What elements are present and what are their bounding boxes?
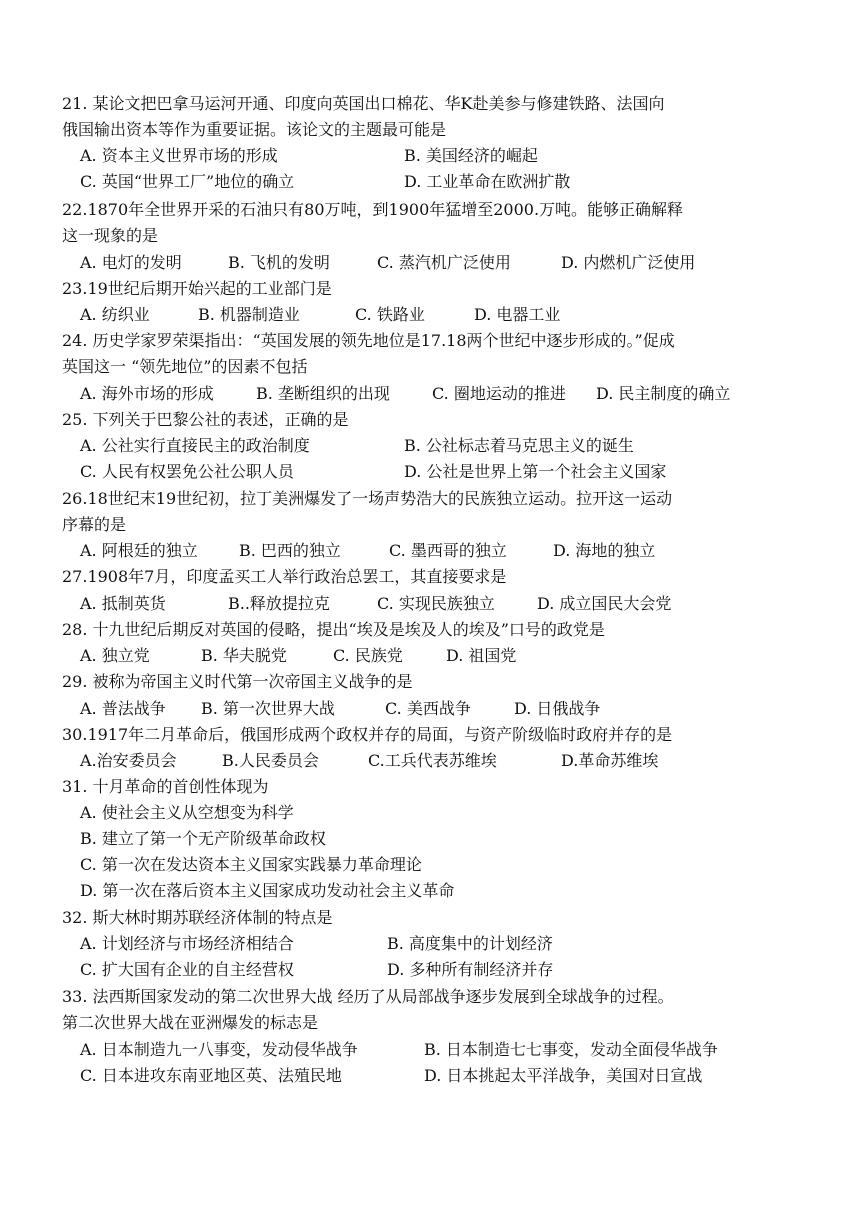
answer-option: B. 日本制造七七事变，发动全面侵华战争 <box>424 1040 718 1059</box>
question-21-stem-line: 俄国输出资本等作为重要证据。该论文的主题最可能是 <box>62 120 447 139</box>
question-31-option-row <box>0 802 860 824</box>
question-24-stem-line: 英国这一 “领先地位”的因素不包括 <box>62 357 308 376</box>
question-31-option-row <box>0 880 860 902</box>
answer-option: B. 飞机的发明 <box>228 253 330 272</box>
answer-option: B..释放提拉克 <box>228 594 330 613</box>
question-31-option-row <box>0 828 860 850</box>
answer-option: D. 工业革命在欧洲扩散 <box>404 172 571 191</box>
answer-option: A. 计划经济与市场经济相结合 <box>80 934 294 953</box>
answer-option: A. 抵制英货 <box>80 594 166 613</box>
answer-option: C. 日本进攻东南亚地区英、法殖民地 <box>80 1066 342 1085</box>
answer-option: A. 普法战争 <box>80 699 166 718</box>
answer-option: D. 海地的独立 <box>553 541 656 560</box>
question-33-stem-line: 第二次世界大战在亚洲爆发的标志是 <box>62 1013 319 1032</box>
question-27-stem-line: 27.1908年7月，印度孟买工人举行政治总罢工，其直接要求是 <box>62 567 507 586</box>
answer-option: A.治安委员会 <box>80 751 177 770</box>
answer-option: A. 纺织业 <box>80 305 150 324</box>
answer-option: D. 日本挑起太平洋战争，美国对日宣战 <box>424 1066 703 1085</box>
answer-option: B. 高度集中的计划经济 <box>387 934 553 953</box>
answer-option: A. 公社实行直接民主的政治制度 <box>80 436 310 455</box>
question-33-option-row <box>0 1039 860 1061</box>
question-32-option-row <box>0 959 860 981</box>
question-33-option-row <box>0 1065 860 1087</box>
answer-option: A. 使社会主义从空想变为科学 <box>80 803 294 822</box>
answer-option: C. 第一次在发达资本主义国家实践暴力革命理论 <box>80 855 422 874</box>
answer-option: B. 建立了第一个无产阶级革命政权 <box>80 829 326 848</box>
answer-option: C. 圈地运动的推进 <box>432 384 566 403</box>
answer-option: C. 铁路业 <box>355 305 425 324</box>
question-25-option-row <box>0 435 860 457</box>
answer-option: A. 日本制造九一八事变，发动侵华战争 <box>80 1040 358 1059</box>
answer-option: D. 电器工业 <box>474 305 561 324</box>
answer-option: D. 公社是世界上第一个社会主义国家 <box>404 462 667 481</box>
question-23-option-row <box>0 304 860 326</box>
answer-option: D. 第一次在落后资本主义国家成功发动社会主义革命 <box>80 881 455 900</box>
question-21-stem-line: 21. 某论文把巴拿马运河开通、印度向英国出口棉花、华K赴美参与修建铁路、法国向 <box>62 94 665 113</box>
answer-option: B. 巴西的独立 <box>239 541 341 560</box>
question-26-option-row <box>0 540 860 562</box>
question-22-stem-line: 这一现象的是 <box>62 226 159 245</box>
question-30-stem-line: 30.1917年二月革命后，俄国形成两个政权并存的局面，与资产阶级临时政府并存的是 <box>62 725 673 744</box>
question-32-stem-line: 32. 斯大林时期苏联经济体制的特点是 <box>62 908 333 927</box>
answer-option: A. 阿根廷的独立 <box>80 541 198 560</box>
question-23-stem-line: 23.19世纪后期开始兴起的工业部门是 <box>62 279 332 298</box>
answer-option: D. 多种所有制经济并存 <box>387 960 554 979</box>
answer-option: D. 祖国党 <box>446 646 517 665</box>
question-29-stem-line: 29. 被称为帝国主义时代第一次帝国主义战争的是 <box>62 672 413 691</box>
question-32-option-row <box>0 933 860 955</box>
answer-option: A. 资本主义世界市场的形成 <box>80 146 278 165</box>
question-31-option-row <box>0 854 860 876</box>
question-26-stem-line: 26.18世纪末19世纪初，拉丁美洲爆发了一场声势浩大的民族独立运动。拉开这一运动 <box>62 489 673 508</box>
question-25-stem-line: 25. 下列关于巴黎公社的表述，正确的是 <box>62 410 349 429</box>
answer-option: D. 内燃机广泛使用 <box>561 253 696 272</box>
question-27-option-row <box>0 593 860 615</box>
question-33-stem-line: 33. 法西斯国家发动的第二次世界大战 经历了从局部战争逐步发展到全球战争的过程。 <box>62 987 674 1006</box>
question-21-option-row <box>0 145 860 167</box>
answer-option: D.革命苏维埃 <box>561 751 659 770</box>
answer-option: D. 成立国民大会党 <box>537 594 672 613</box>
answer-option: C. 墨西哥的独立 <box>389 541 507 560</box>
answer-option: A. 海外市场的形成 <box>80 384 214 403</box>
answer-option: A. 电灯的发明 <box>80 253 182 272</box>
answer-option: B. 美国经济的崛起 <box>404 146 538 165</box>
answer-option: B.人民委员会 <box>222 751 319 770</box>
answer-option: C.工兵代表苏维埃 <box>368 751 497 770</box>
answer-option: C. 蒸汽机广泛使用 <box>377 253 511 272</box>
question-26-stem-line: 序幕的是 <box>62 515 127 534</box>
question-31-stem-line: 31. 十月革命的首创性体现为 <box>62 777 269 796</box>
question-24-option-row <box>0 383 860 405</box>
answer-option: B. 公社标志着马克思主义的诞生 <box>404 436 634 455</box>
answer-option: C. 人民有权罢免公社公职人员 <box>80 462 294 481</box>
answer-option: C. 美西战争 <box>385 699 471 718</box>
question-21-option-row <box>0 171 860 193</box>
answer-option: C. 扩大国有企业的自主经营权 <box>80 960 294 979</box>
question-28-stem-line: 28. 十九世纪后期反对英国的侵略，提出“埃及是埃及人的埃及”口号的政党是 <box>62 620 605 639</box>
answer-option: D. 日俄战争 <box>514 699 601 718</box>
answer-option: D. 民主制度的确立 <box>596 384 731 403</box>
question-24-stem-line: 24. 历史学家罗荣渠指出：“英国发展的领先地位是17.18两个世纪中逐步形成的。”促成 <box>62 331 675 350</box>
answer-option: A. 独立党 <box>80 646 150 665</box>
answer-option: B. 垄断组织的出现 <box>256 384 390 403</box>
question-25-option-row <box>0 461 860 483</box>
answer-option: B. 华夫脱党 <box>201 646 287 665</box>
question-22-stem-line: 22.1870年全世界开采的石油只有80万吨，到1900年猛增至2000.万吨。能够正确解释 <box>62 200 684 219</box>
answer-option: B. 机器制造业 <box>198 305 300 324</box>
answer-option: C. 英国“世界工厂”地位的确立 <box>80 172 295 191</box>
question-30-option-row <box>0 750 860 772</box>
answer-option: C. 民族党 <box>333 646 403 665</box>
question-28-option-row <box>0 645 860 667</box>
answer-option: C. 实现民族独立 <box>377 594 495 613</box>
answer-option: B. 第一次世界大战 <box>201 699 335 718</box>
question-22-option-row <box>0 252 860 274</box>
question-29-option-row <box>0 698 860 720</box>
